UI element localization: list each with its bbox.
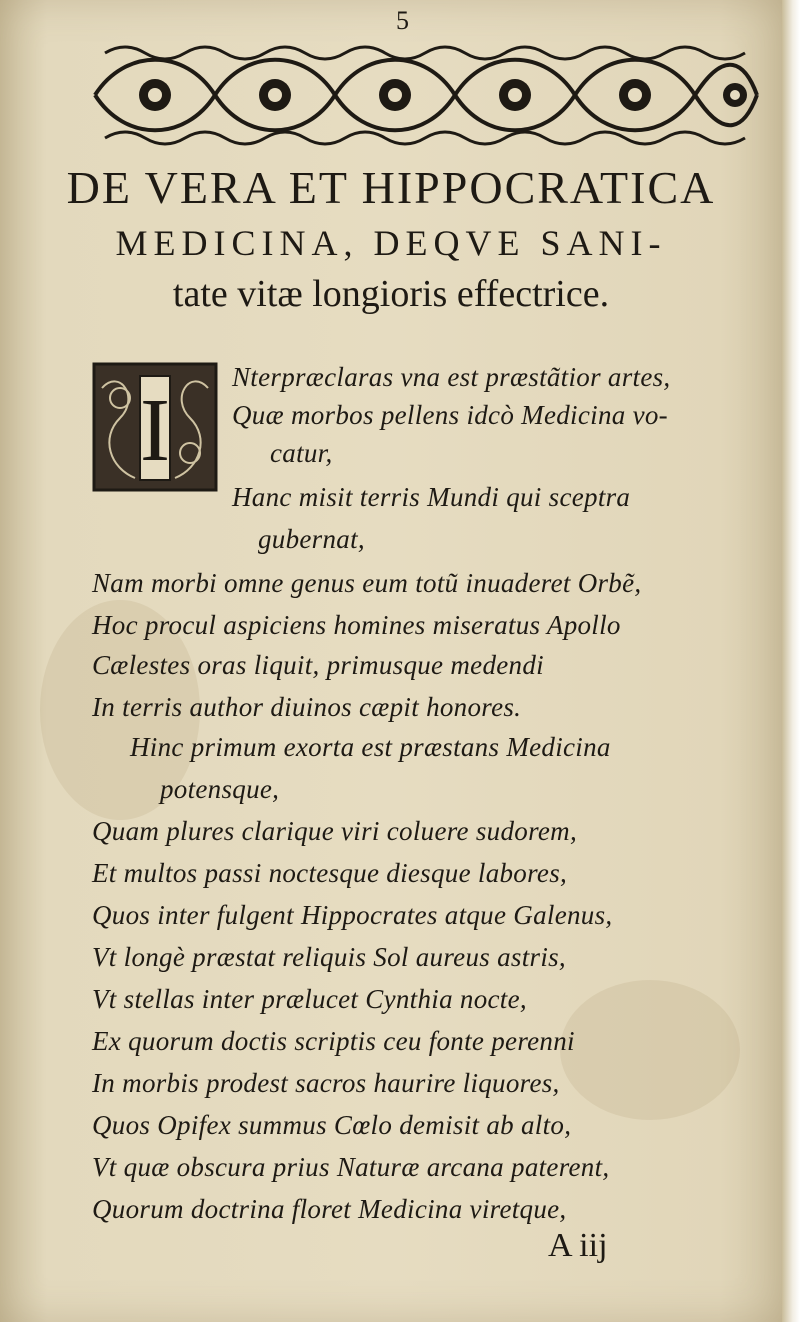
verse-line: Hoc procul aspiciens homines miseratus Apollo (92, 610, 621, 640)
verse-line: Nterpræclaras vna est præstãtior artes, (232, 362, 671, 392)
verse-line: Vt longè præstat reliquis Sol aureus astris, (92, 942, 566, 972)
ornamental-headpiece (85, 38, 765, 153)
verse-line: Vt stellas inter prælucet Cynthia nocte, (92, 984, 527, 1014)
title-line-3: tate vitæ longioris effectrice. (172, 273, 610, 315)
verse-line: In morbis prodest sacros haurire liquores, (92, 1068, 560, 1098)
verse-line: Quos Opifex summus Cœlo demisit ab alto, (92, 1110, 572, 1140)
verse-line: gubernat, (258, 524, 365, 554)
title-line-2: MEDICINA, DEQVE SANI- (115, 223, 667, 263)
page-number: 5 (396, 6, 409, 35)
verse-line: Nam morbi omne genus eum totũ inuaderet Orbẽ, (92, 568, 642, 598)
verse-line: Cælestes oras liquit, primusque medendi (92, 650, 544, 680)
verse-line: Hinc primum exorta est præstans Medicina (130, 732, 611, 762)
title-line-1: DE VERA ET HIPPOCRATICA (66, 162, 716, 213)
paper-stain (560, 980, 740, 1120)
verse-line: Quæ morbos pellens idcò Medicina vo- (232, 400, 668, 430)
verse-line: Et multos passi noctesque diesque labores, (92, 858, 568, 888)
page-edge (782, 0, 800, 1322)
verse-line: Quam plures clarique viri coluere sudorem, (92, 816, 578, 846)
signature-mark: A iij (548, 1227, 608, 1264)
verse-line: potensque, (160, 774, 280, 804)
svg-text:I: I (140, 381, 170, 480)
verse-line: Vt quæ obscura prius Naturæ arcana paterent, (92, 1152, 610, 1182)
verse-line: catur, (270, 438, 333, 468)
decorated-initial (90, 358, 220, 496)
verse-line: Quos inter fulgent Hippocrates atque Galenus, (92, 900, 613, 930)
verse-line: Ex quorum doctis scriptis ceu fonte perenni (92, 1026, 575, 1056)
verse-line: Quorum doctrina floret Medicina viretque, (92, 1194, 567, 1224)
verse-line: In terris author diuinos cæpit honores. (92, 692, 522, 722)
verse-line: Hanc misit terris Mundi qui sceptra (232, 482, 631, 512)
